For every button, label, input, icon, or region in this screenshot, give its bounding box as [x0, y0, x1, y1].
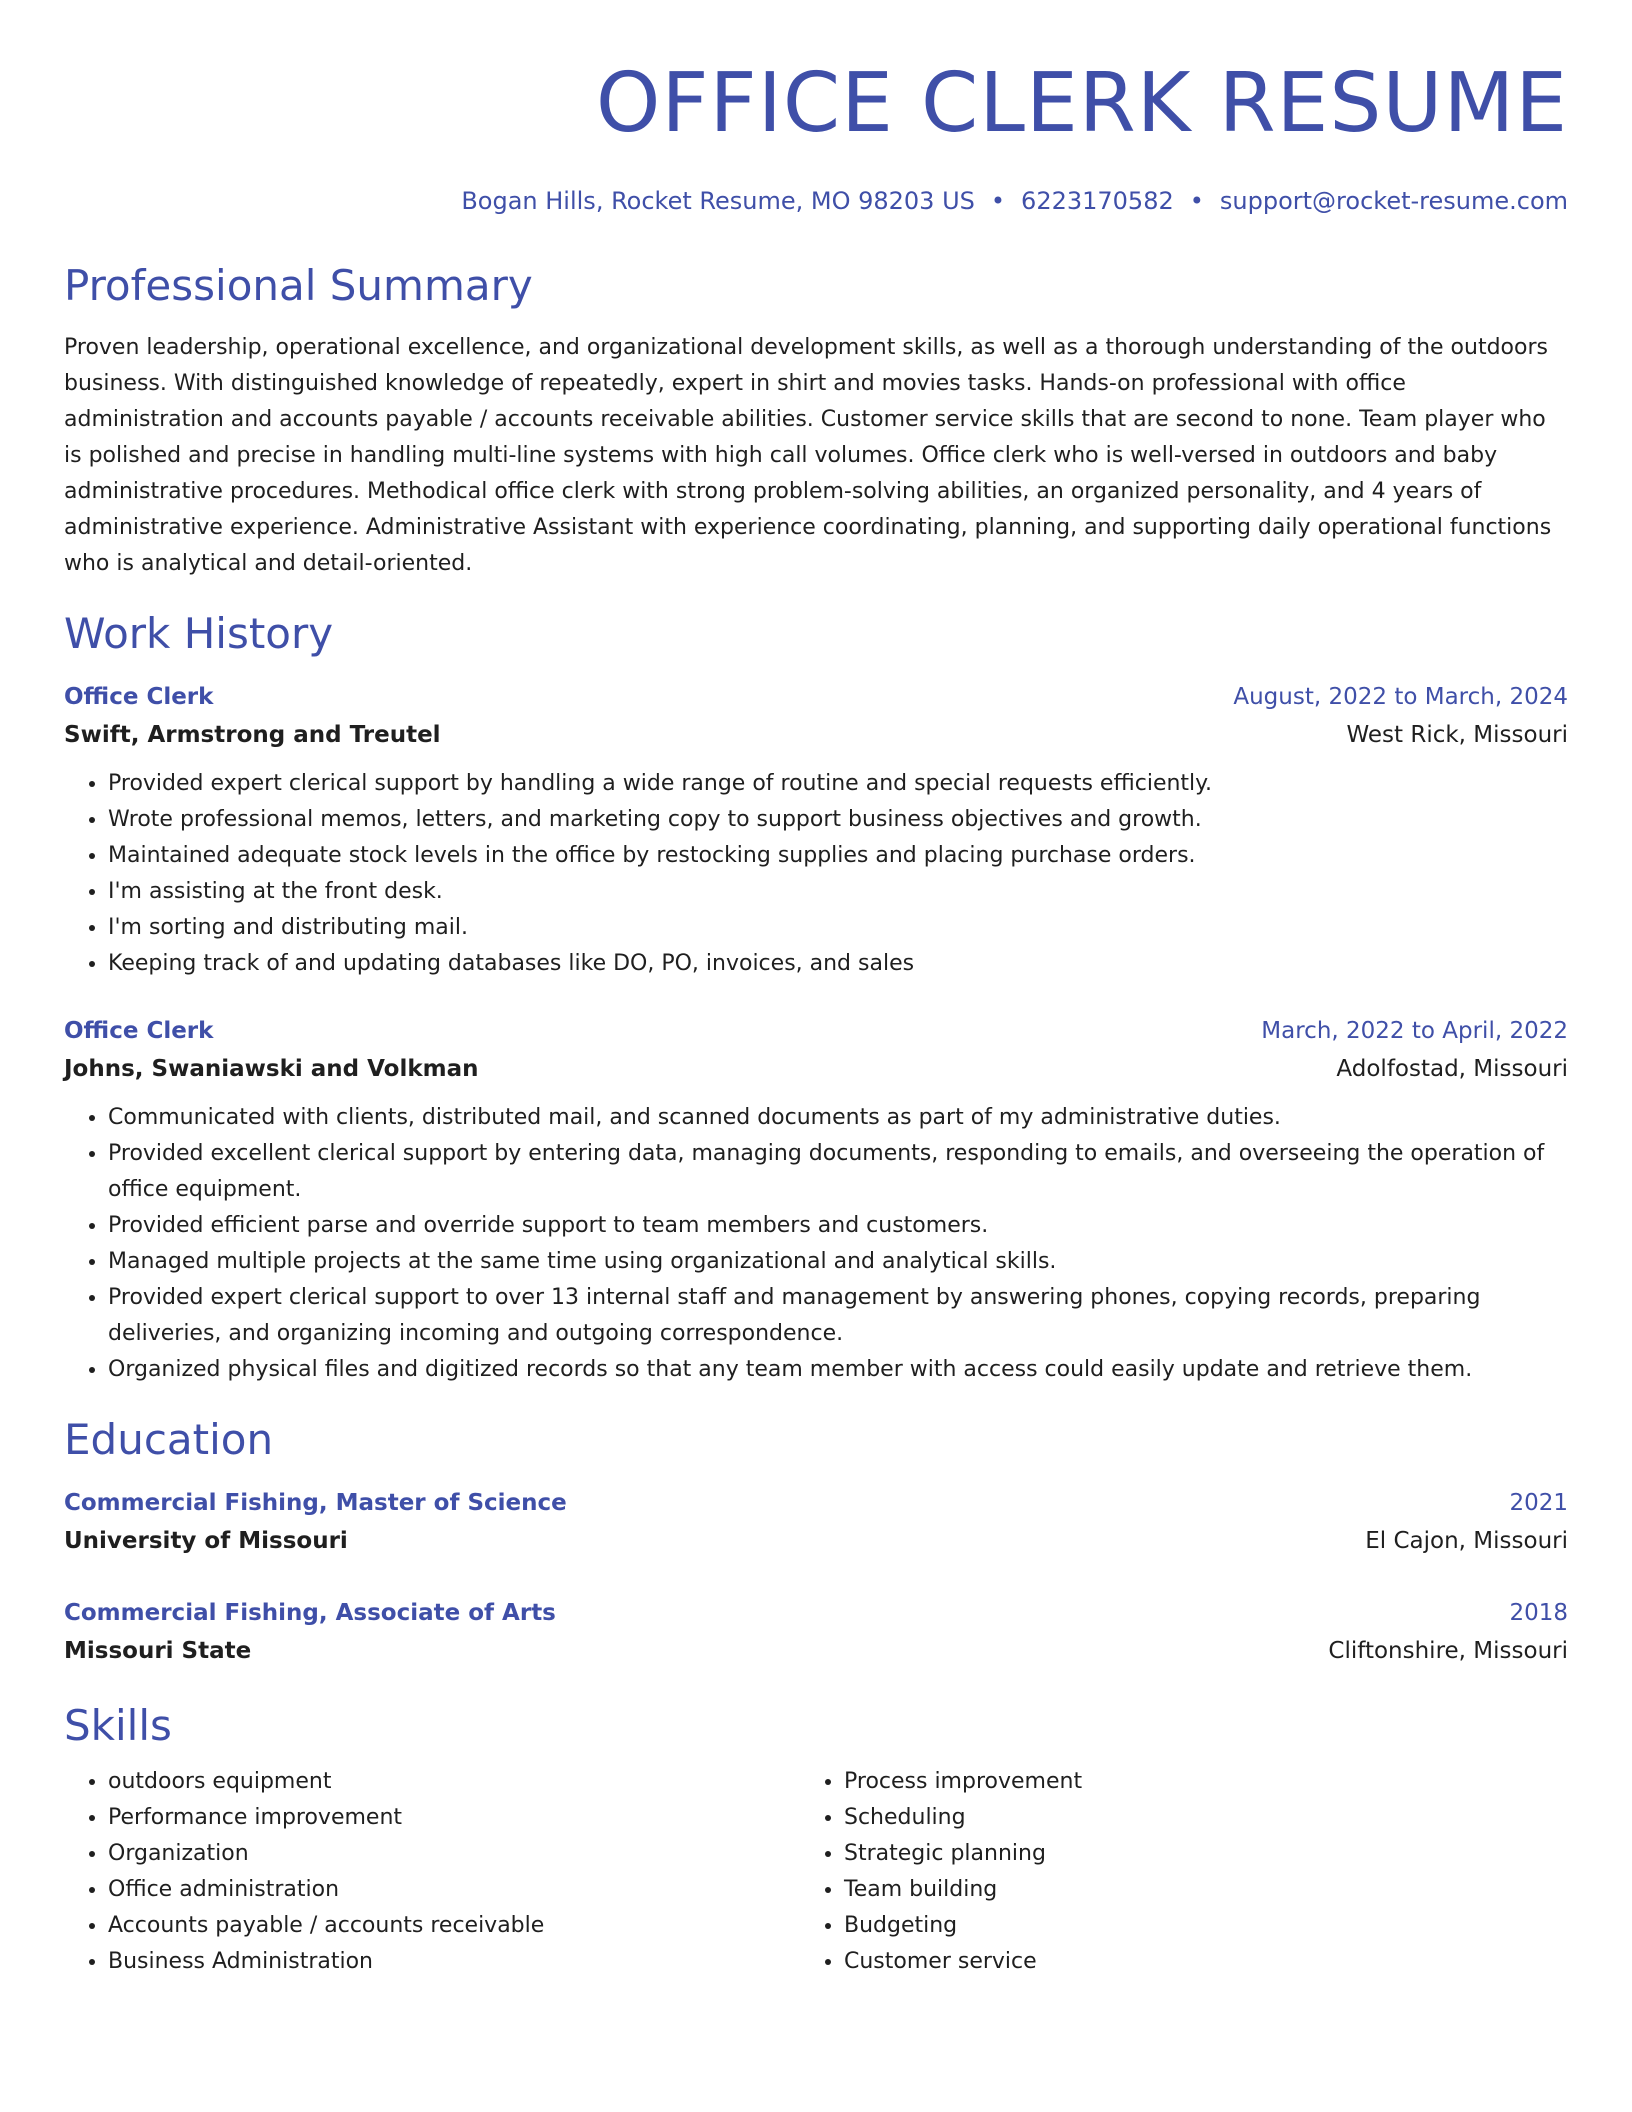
education-location: Cliftonshire, Missouri [1328, 1638, 1568, 1664]
section-title-work-history: Work History [64, 609, 334, 658]
job-duty: • Maintained adequate stock levels in the office by restocking supplies and placing purchase orders. [108, 838, 1568, 874]
job-title: Office Clerk [64, 1018, 214, 1044]
job-entry [64, 678, 1568, 982]
section-title-skills: Skills [64, 1701, 172, 1750]
skill-item: • Strategic planning [844, 1836, 1536, 1872]
job-duty: • Organized physical files and digitized records so that any team member with access could easily update and retrieve them. [108, 1352, 1568, 1388]
job-duty: • Provided excellent clerical support by entering data, managing documents, responding to emails, and overseeing the operation of office equipment. [108, 1136, 1568, 1208]
job-duty: • Provided efficient parse and override support to team members and customers. [108, 1208, 1568, 1244]
contact-phone: 6223170582 [1021, 187, 1174, 215]
job-duty: • I'm sorting and distributing mail. [108, 910, 1568, 946]
skill-item: • Team building [844, 1872, 1536, 1908]
skill-item: • Performance improvement [108, 1800, 800, 1836]
job-duties-list [64, 1100, 1568, 1388]
education-entry [64, 1594, 1568, 1670]
skill-item: • outdoors equipment [108, 1764, 800, 1800]
job-duty: • Provided expert clerical support to over 13 internal staff and management by answering phones, copying records, preparing deliveries, and organizing incoming and outgoing correspondence. [108, 1280, 1568, 1352]
job-duty: • Keeping track of and updating databases like DO, PO, invoices, and sales [108, 946, 1568, 982]
education-year: 2021 [1509, 1490, 1568, 1516]
job-company: Swift, Armstrong and Treutel [64, 722, 441, 748]
contact-line [64, 186, 1568, 216]
education-degree: Commercial Fishing, Associate of Arts [64, 1600, 556, 1626]
job-location: West Rick, Missouri [1346, 722, 1568, 748]
job-duty: • Provided expert clerical support by handling a wide range of routine and special requests efficiently. [108, 766, 1568, 802]
job-location: Adolfostad, Missouri [1336, 1056, 1568, 1082]
job-company: Johns, Swaniawski and Volkman [64, 1056, 479, 1082]
skills-columns [64, 1764, 1568, 1980]
skills-list-right [800, 1764, 1536, 1980]
job-duty: • I'm assisting at the front desk. [108, 874, 1568, 910]
skill-item: • Budgeting [844, 1908, 1536, 1944]
job-dates: August, 2022 to March, 2024 [1233, 684, 1568, 710]
skill-item: • Process improvement [844, 1764, 1536, 1800]
job-dates: March, 2022 to April, 2022 [1261, 1018, 1568, 1044]
job-duty: • Communicated with clients, distributed mail, and scanned documents as part of my administrative duties. [108, 1100, 1568, 1136]
education-degree: Commercial Fishing, Master of Science [64, 1490, 567, 1516]
section-title-summary: Professional Summary [64, 261, 533, 310]
education-year: 2018 [1509, 1600, 1568, 1626]
summary-text: Proven leadership, operational excellence, and organizational development skills, as well as a thorough understanding of the outdoors business. With distinguished knowledge of repeatedly, expert in shirt and movies tasks. Hands-on professional with office administration and accounts payable / accounts receivable abilities. Customer service skills that are second to none. Team player who is polished and precise in handling multi-line systems with high call volumes. Office clerk who is well-versed in outdoors and baby administrative procedures. Methodical office clerk with strong problem-solving abilities, an organized personality, and 4 years of administrative experience. Administrative Assistant with experience coordinating, planning, and supporting daily operational functions who is analytical and detail-oriented. [64, 335, 1552, 576]
contact-email[interactable]: support@rocket-resume.com [1219, 187, 1568, 215]
contact-separator: • [1189, 187, 1204, 215]
education-location: El Cajon, Missouri [1365, 1528, 1568, 1554]
skill-item: • Organization [108, 1836, 800, 1872]
education-school: University of Missouri [64, 1528, 348, 1554]
job-duties-list [64, 766, 1568, 982]
resume-header [64, 0, 1568, 216]
job-entry [64, 1012, 1568, 1388]
skill-item: • Accounts payable / accounts receivable [108, 1908, 800, 1944]
section-title-education: Education [64, 1415, 274, 1464]
job-duty: • Wrote professional memos, letters, and marketing copy to support business objectives and growth. [108, 802, 1568, 838]
skills-list-left [64, 1764, 800, 1980]
skill-item: • Scheduling [844, 1800, 1536, 1836]
education-school: Missouri State [64, 1638, 252, 1664]
education-entry [64, 1484, 1568, 1560]
skill-item: • Business Administration [108, 1944, 800, 1980]
contact-address: Bogan Hills, Rocket Resume, MO 98203 US [461, 187, 975, 215]
job-title: Office Clerk [64, 684, 214, 710]
skill-item: • Customer service [844, 1944, 1536, 1980]
skill-item: • Office administration [108, 1872, 800, 1908]
resume-title: OFFICE CLERK RESUME [595, 56, 1568, 151]
job-duty: • Managed multiple projects at the same time using organizational and analytical skills. [108, 1244, 1568, 1280]
contact-separator: • [990, 187, 1006, 215]
